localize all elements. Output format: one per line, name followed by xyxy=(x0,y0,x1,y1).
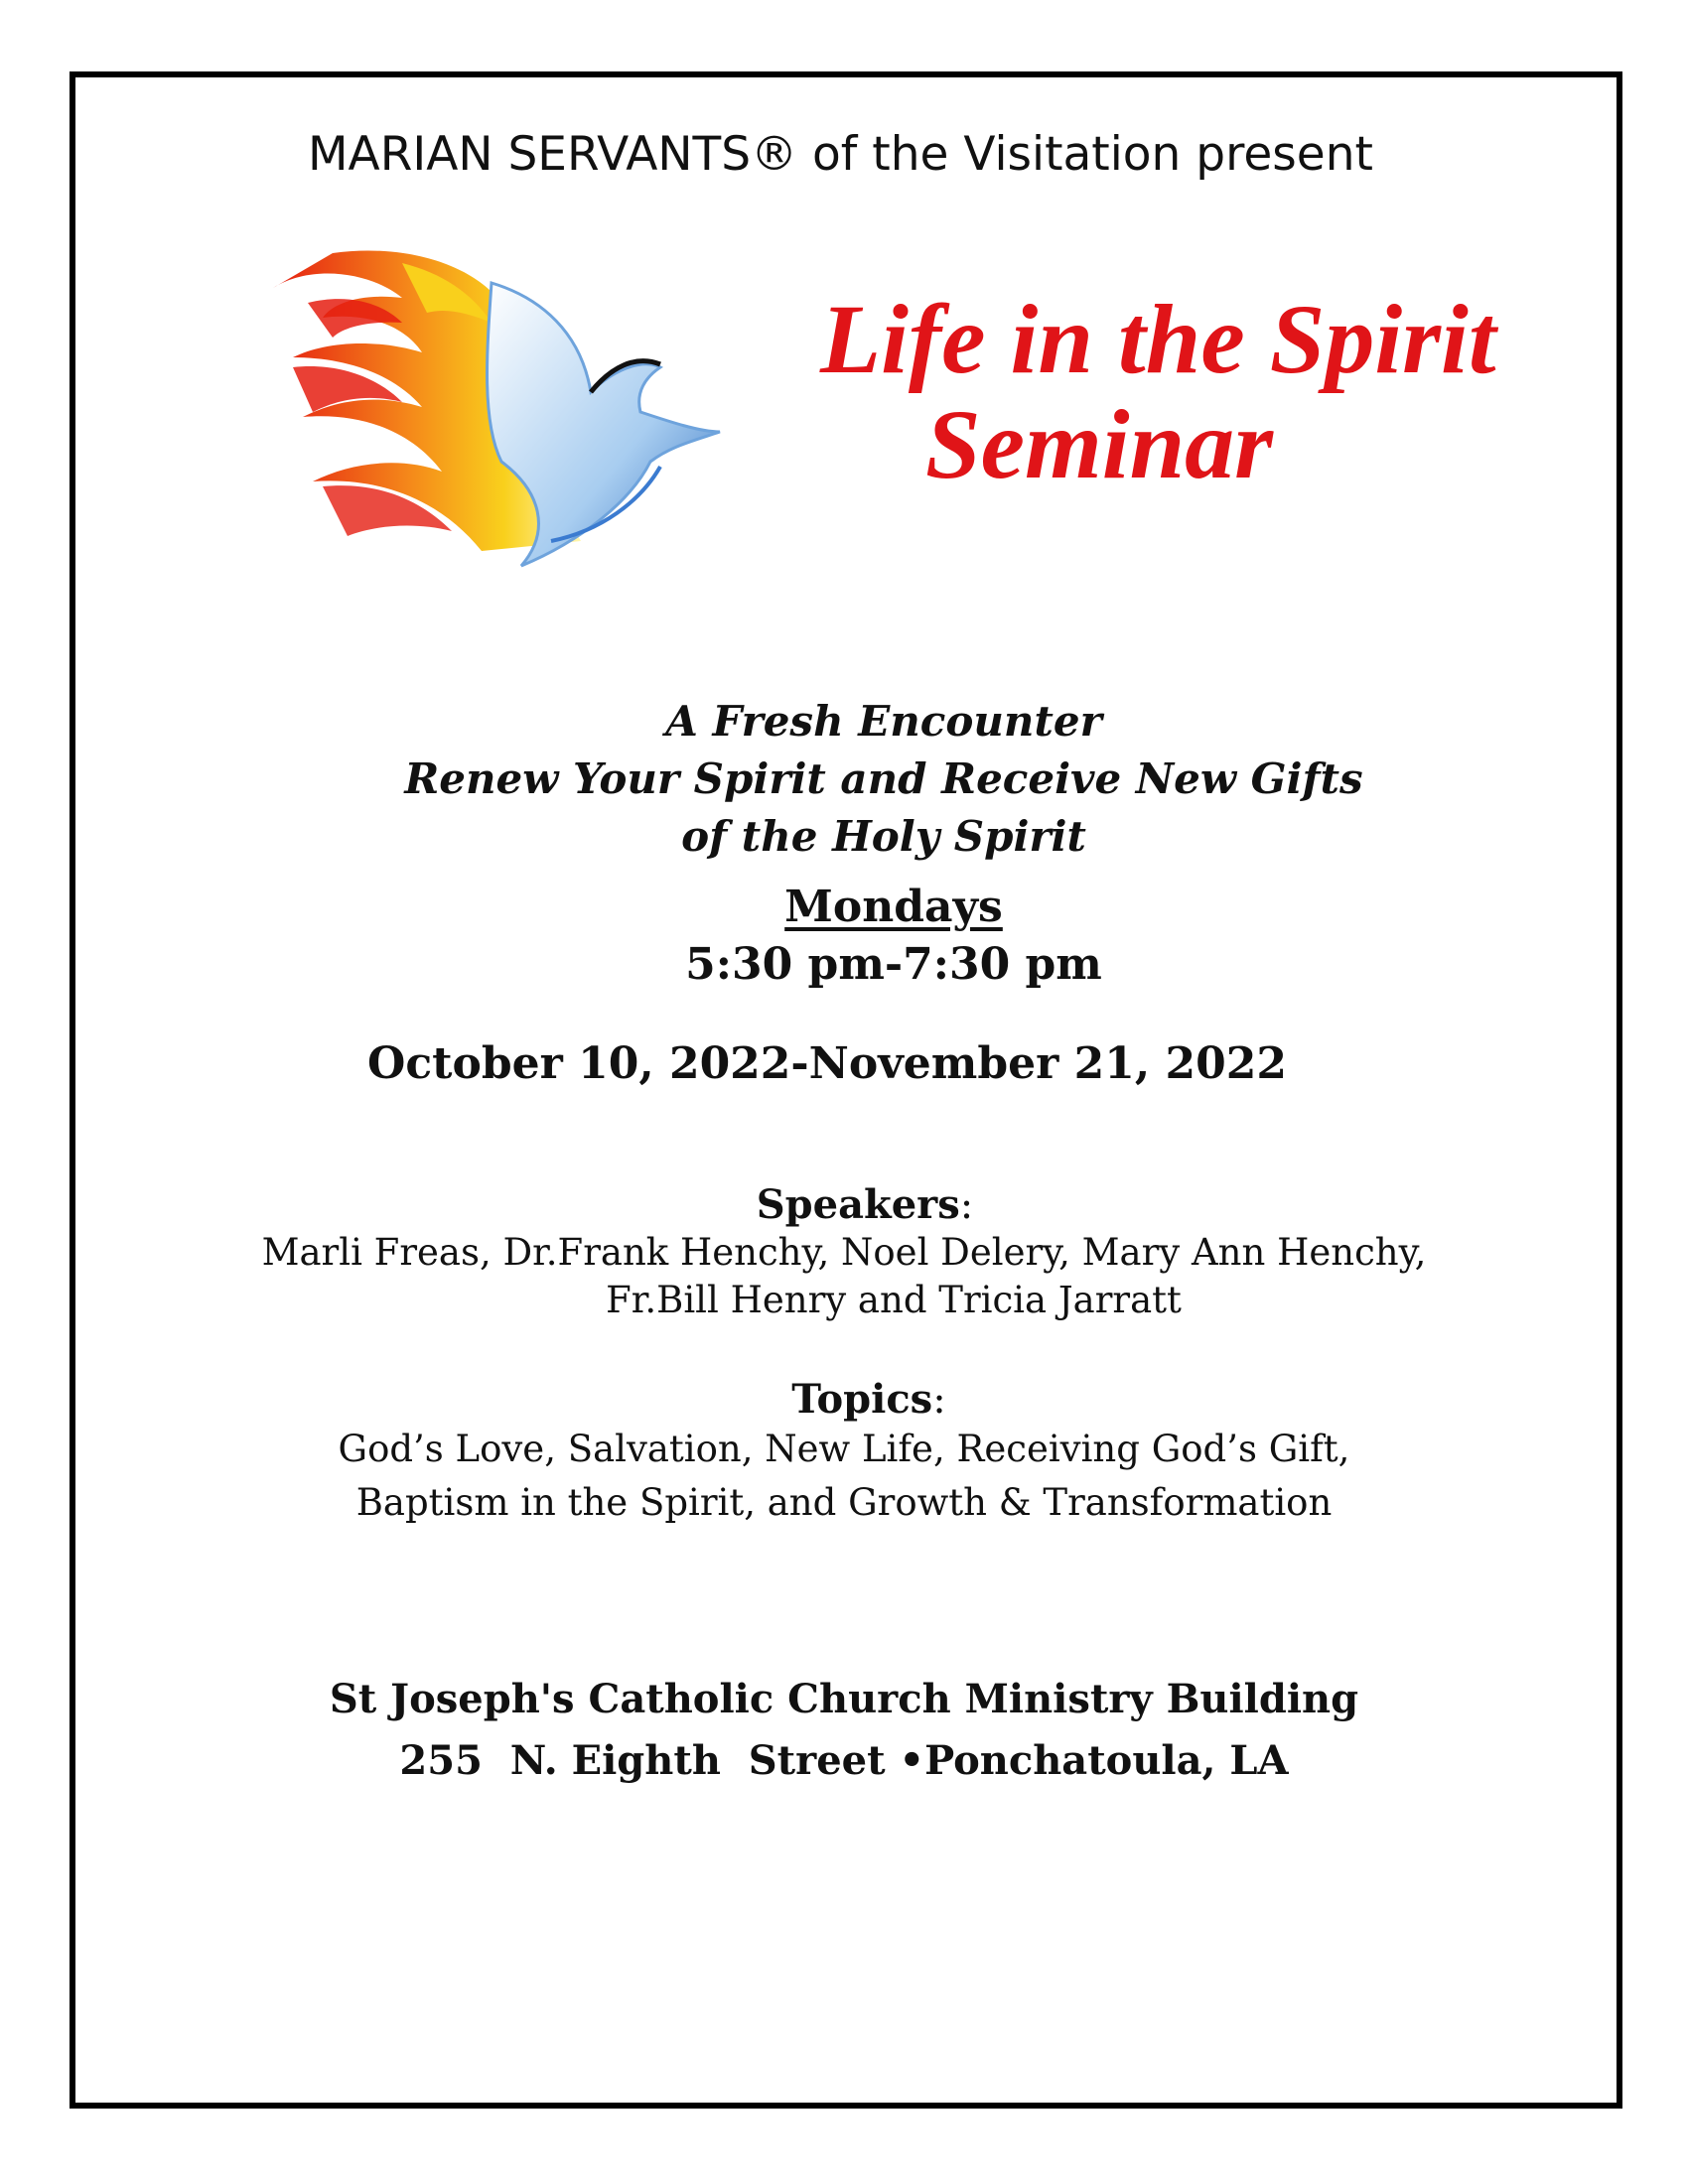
title-line-1: Life in the Spirit xyxy=(820,284,1496,394)
schedule-dates: October 10, 2022-November 21, 2022 xyxy=(367,1038,1287,1089)
topics-line-2: Baptism in the Spirit, and Growth & Transformation xyxy=(355,1481,1333,1524)
speakers-line-1: Marli Freas, Dr.Frank Henchy, Noel Delery, Mary Ann Henchy, xyxy=(261,1231,1427,1274)
tagline-2: Renew Your Spirit and Receive New Gifts xyxy=(404,754,1363,803)
tagline-3: of the Holy Spirit xyxy=(681,812,1086,861)
venue-address: 255 N. Eighth Street •Ponchatoula, LA xyxy=(399,1737,1289,1784)
topics-line-1: God’s Love, Salvation, New Life, Receiving God’s Gift, xyxy=(338,1428,1350,1470)
flame-dove-icon xyxy=(253,243,745,571)
venue-name: St Joseph's Catholic Church Ministry Building xyxy=(329,1676,1359,1722)
tagline-1: A Fresh Encounter xyxy=(665,697,1102,746)
schedule-time: 5:30 pm-7:30 pm xyxy=(685,939,1102,990)
speakers-heading: Speakers: xyxy=(756,1181,974,1228)
title-line-2: Seminar xyxy=(925,389,1274,499)
presenter-line: MARIAN SERVANTS® of the Visitation present xyxy=(308,127,1373,182)
speakers-line-2: Fr.Bill Henry and Tricia Jarratt xyxy=(606,1279,1182,1321)
schedule-day: Mondays xyxy=(784,882,1003,932)
topics-heading: Topics: xyxy=(791,1376,946,1423)
